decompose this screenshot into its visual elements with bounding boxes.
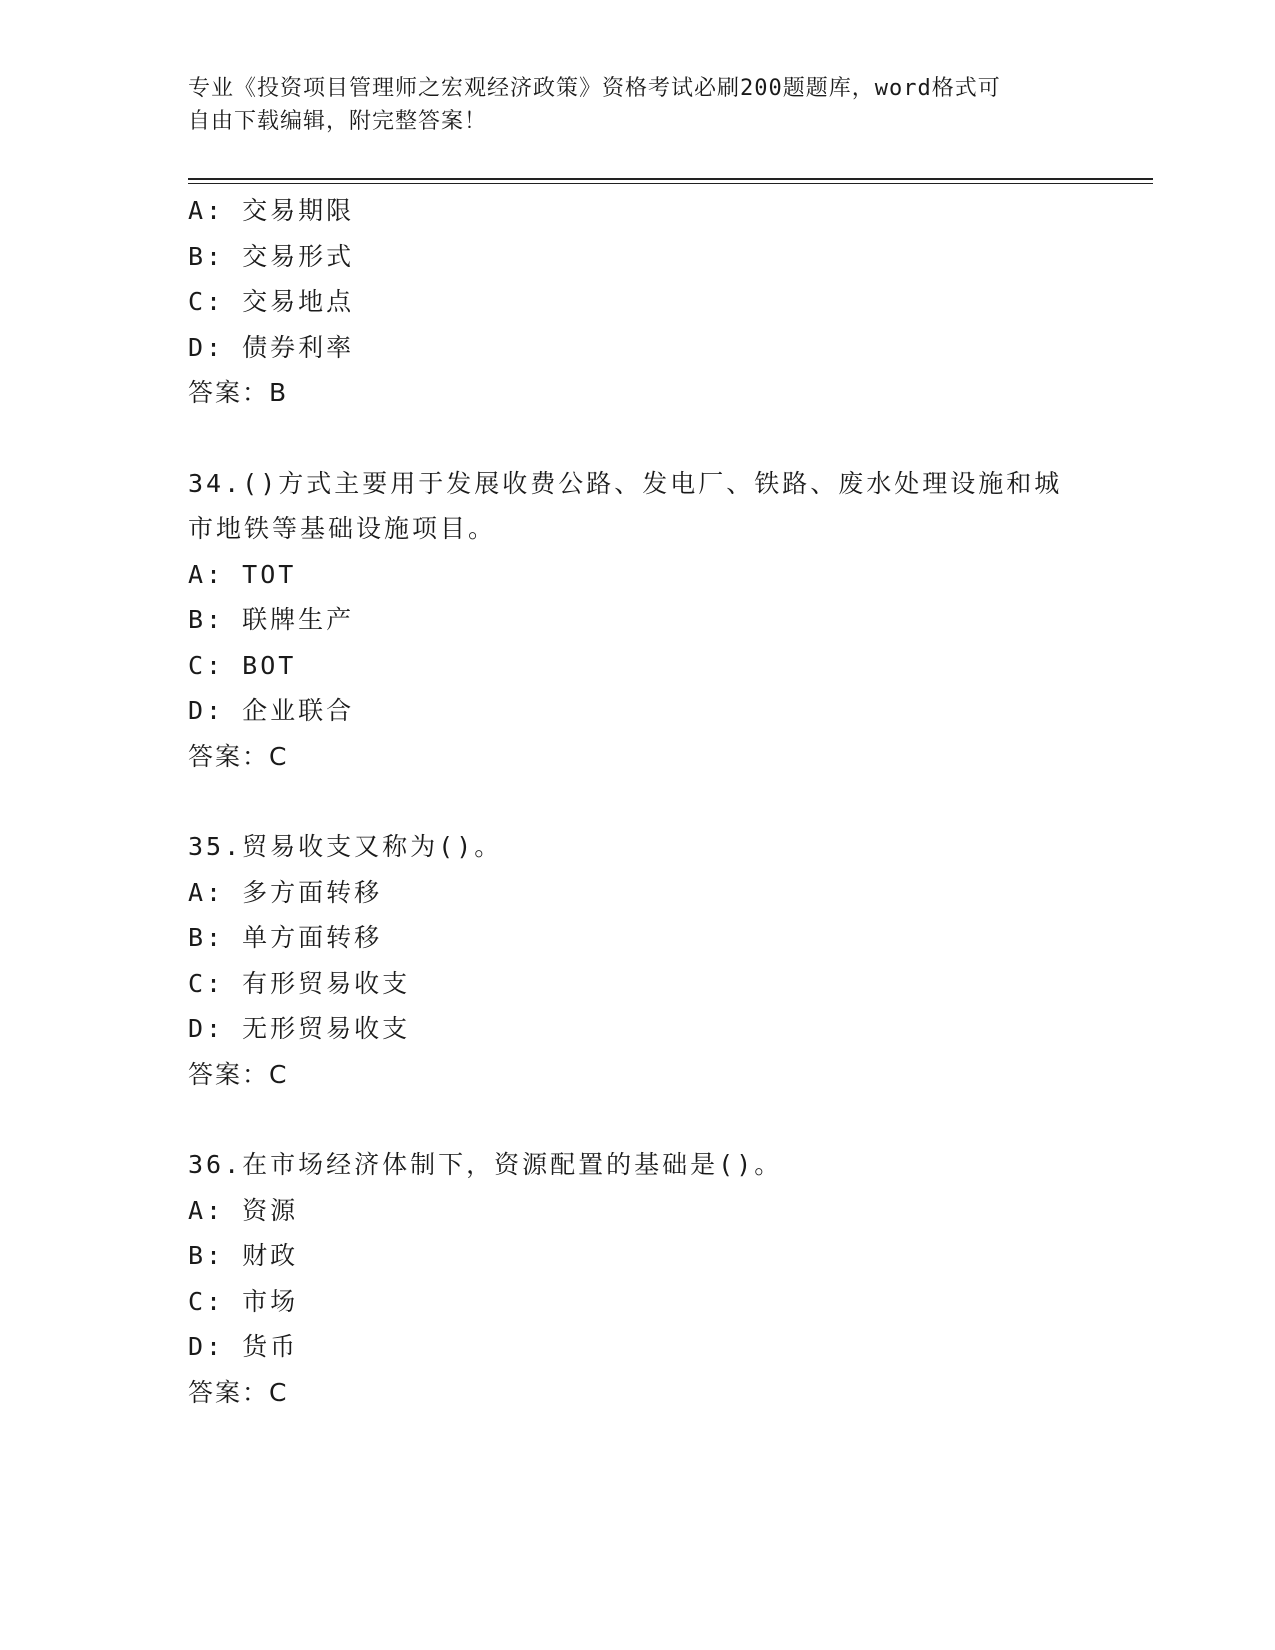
option-b: B: 联牌生产 <box>188 605 355 634</box>
option-c: C: BOT <box>188 650 297 680</box>
question-stem: 36.在市场经济体制下，资源配置的基础是()。 <box>188 1150 783 1179</box>
option-c: C: 交易地点 <box>188 287 355 316</box>
answer-line: 答案：B <box>188 378 289 407</box>
spacer <box>188 416 1088 461</box>
option-a: A: 资源 <box>188 1195 299 1225</box>
question-33 <box>188 188 1088 416</box>
option-d: D: 货币 <box>188 1332 299 1361</box>
header-divider-thin <box>188 183 1153 184</box>
answer-line: 答案：C <box>188 1377 289 1407</box>
header-line-1: 专业《投资项目管理师之宏观经济政策》资格考试必刷200题题库，word格式可 <box>188 76 1001 101</box>
option-c: C: 有形贸易收支 <box>188 968 411 998</box>
header-line-2: 自由下载编辑，附完整答案！ <box>188 109 488 134</box>
header-divider-thick <box>188 178 1153 180</box>
option-b: B: 财政 <box>188 1241 299 1270</box>
question-stem-line-2: 市地铁等基础设施项目。 <box>188 514 497 543</box>
question-35 <box>188 824 1088 1097</box>
question-36 <box>188 1142 1088 1415</box>
document-header <box>188 72 1068 138</box>
answer-line: 答案：C <box>188 741 289 771</box>
option-d: D: 无形贸易收支 <box>188 1014 411 1043</box>
question-list <box>188 188 1088 1415</box>
option-a: A: 交易期限 <box>188 196 355 225</box>
answer-line: 答案：C <box>188 1059 289 1089</box>
option-a: A: TOT <box>188 559 297 589</box>
option-a: A: 多方面转移 <box>188 877 383 907</box>
option-b: B: 单方面转移 <box>188 923 383 952</box>
spacer <box>188 779 1088 824</box>
question-34 <box>188 461 1088 780</box>
option-b: B: 交易形式 <box>188 241 355 271</box>
question-stem-line-1: 34.()方式主要用于发展收费公路、发电厂、铁路、废水处理设施和城 <box>188 468 1063 498</box>
option-c: C: 市场 <box>188 1286 299 1316</box>
option-d: D: 企业联合 <box>188 696 355 725</box>
option-d: D: 债券利率 <box>188 332 355 362</box>
spacer <box>188 1097 1088 1142</box>
question-stem: 35.贸易收支又称为()。 <box>188 832 503 861</box>
